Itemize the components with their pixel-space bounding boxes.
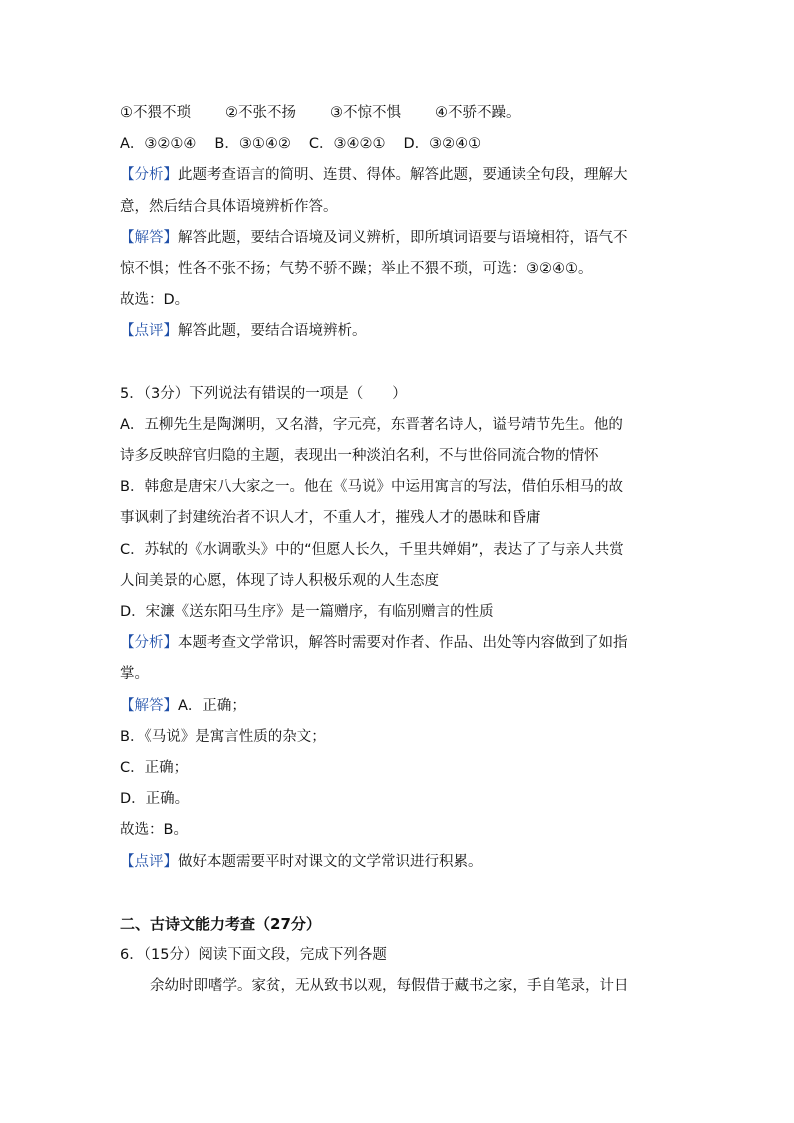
spacer [120,878,680,909]
q4-choice-d: D．③②④① [403,136,482,153]
q4-analysis-line-2: 意，然后结合具体语境辨析作答。 [120,198,338,215]
q4-choice-a: A．③②①④ [120,136,197,153]
q4-comment-line [120,316,680,347]
q4-answer-line-2: 惊不惧；性各不张不扬；气势不骄不躁；举止不猥不琐，可选：③②④①。 [120,260,593,277]
q4-option-4: ④不骄不躁。 [435,105,521,121]
q4-answer-tag: 【解答】 [120,229,178,246]
q4-analysis-tag: 【分析】 [120,167,178,184]
q5-comment-line [120,847,680,878]
q5-answer-text-1: A．正确； [178,697,246,714]
q5-option-c-line-2: 人间美景的心愿，体现了诗人积极乐观的人生态度 [120,572,439,589]
q4-option-2: ②不张不扬 [225,105,296,121]
q5-analysis-line-2: 掌。 [120,666,149,683]
q4-choices [120,129,680,160]
q4-answer-text-1: 解答此题，要结合语境及词义辨析，即所填词语要与语境相符，语气不 [178,229,628,246]
q4-result: 故选：D。 [120,292,190,309]
q5-answer-line-4: D．正确。 [120,791,190,808]
q4-comment-tag: 【点评】 [120,323,178,340]
q5-analysis-tag: 【分析】 [120,635,178,652]
q5-answer-tag: 【解答】 [120,697,178,714]
q4-analysis-line-1 [120,160,680,191]
q6-stem: 6．（15分）阅读下面文段，完成下列各题 [120,947,387,964]
q5-option-a-line-2: 诗多反映辞官归隐的主题，表现出一种淡泊名利，不与世俗同流合物的情怀 [120,448,599,465]
q5-option-c-line-1: C．苏轼的《水调歌头》中的“但愿人长久，千里共婵娟”，表达了了与亲人共赏 [120,541,624,558]
q5-comment-text: 做好本题需要平时对课文的文学常识进行积累。 [178,853,483,870]
q4-choice-b: B．③①④② [214,136,291,153]
q5-option-a-line-1: A．五柳先生是陶渊明，又名潜，字元亮，东晋著名诗人，谥号靖节先生。他的 [120,416,623,433]
section-2-title: 二、古诗文能力考查（27分） [120,914,321,933]
q5-answer-line-1 [120,691,680,722]
q5-stem: 5．（3分）下列说法有错误的一项是（ ） [120,385,407,402]
q4-analysis-text-1: 此题考查语言的简明、连贯、得体。解答此题，要通读全句段，理解大 [178,167,628,184]
spacer [120,348,680,379]
q4-choice-c: C．③④②① [308,136,386,153]
q5-comment-tag: 【点评】 [120,853,178,870]
q5-answer-line-3: C．正确； [120,759,189,776]
q4-option-1: ①不猥不琐 [120,105,191,121]
q5-option-b-line-2: 事讽刺了封建统治者不识人才，不重人才，摧残人才的愚昧和昏庸 [120,510,541,527]
document-content [120,98,680,1002]
q4-answer-line-1 [120,223,680,254]
q6-passage-line-1: 余幼时即嗜学。家贫，无从致书以观，每假借于藏书之家，手自笔录，计日 [150,978,629,995]
q5-result: 故选：B。 [120,822,188,839]
q5-option-d-line-1: D．宋濂《送东阳马生序》是一篇赠序，有临别赠言的性质 [120,604,494,620]
q5-analysis-line-1 [120,628,680,659]
q5-analysis-text-1: 本题考查文学常识，解答时需要对作者、作品、出处等内容做到了如指 [178,635,628,652]
q4-option-3: ③不惊不惧 [330,105,401,121]
q5-option-b-line-1: B．韩愈是唐宋八大家之一。他在《马说》中运用寓言的写法，借伯乐相马的故 [120,479,623,496]
q4-options-line [120,98,680,129]
q5-answer-line-2: B．《马说》是寓言性质的杂文； [120,728,326,745]
q4-comment-text: 解答此题，要结合语境辨析。 [178,323,367,340]
